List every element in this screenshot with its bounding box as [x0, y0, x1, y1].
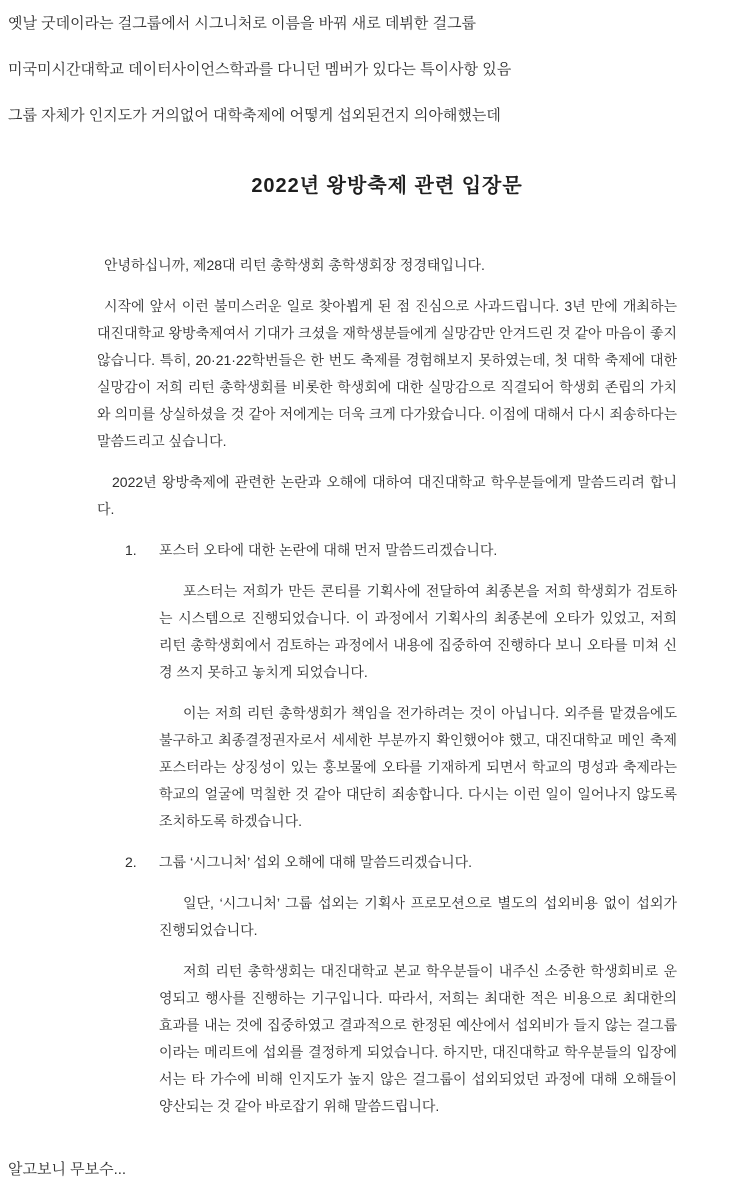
greeting-paragraph: 안녕하십니까, 제28대 리턴 총학생회 총학생회장 정경태입니다.	[104, 257, 485, 273]
top-comment-line-1: 옛날 굿데이라는 걸그룹에서 시그니처로 이름을 바꿔 새로 데뷔한 걸그룹	[8, 15, 477, 32]
top-comment-line-3: 그룹 자체가 인지도가 거의없어 대학축제에 어떻게 섭외된건지 의아해했는데	[8, 107, 501, 124]
document-title: 2022년 왕방축제 관련 입장문	[251, 175, 523, 197]
list-item-2-number: 2.	[125, 854, 137, 870]
list-item-2-heading: 그룹 ‘시그니처’ 섭외 오해에 대해 말씀드리겠습니다.	[159, 854, 473, 870]
list-item-1	[97, 537, 677, 835]
bottom-comment-line: 알고보니 무보수...	[8, 1161, 127, 1178]
list-item-1-paragraph-1: 포스터는 저희가 만든 콘티를 기획사에 전달하여 최종본을 저희 학생회가 검토하는 시스템으로 진행되었습니다. 이 과정에서 기획사의 최종본에 오타가 있었고, 저희 리턴 총학생회에서 검토하는 과정에서 내용에 집중하여 진행하다 보니 오타를 미쳐 신경 쓰지 못하고 놓치게 되었습니다.	[159, 583, 677, 680]
list-item-2-paragraph-1: 일단, ‘시그니처’ 그룹 섭외는 기획사 프로모션으로 별도의 섭외비용 없이 섭외가 진행되었습니다.	[159, 895, 677, 938]
intro-paragraph: 2022년 왕방축제에 관련한 논란과 오해에 대하여 대진대학교 학우분들에게 말씀드리려 합니다.	[97, 474, 677, 517]
top-comments	[0, 0, 756, 125]
list-item-1-number: 1.	[125, 542, 137, 558]
list-item-1-paragraph-2: 이는 저희 리턴 총학생회가 책임을 전가하려는 것이 아닙니다. 외주를 맡겼음에도 불구하고 최종결정권자로서 세세한 부분까지 확인했어야 했고, 대진대학교 메인 축제 포스터라는 상징성이 있는 홍보물에 오타를 기재하게 되면서 학교의 명성과 축제라는 학교의 얼굴에 먹칠한 것 같아 대단히 죄송합니다. 다시는 이런 일이 일어나지 않도록 조치하도록 하겠습니다.	[159, 705, 677, 829]
list-item-2	[97, 849, 677, 1120]
statement-document-image	[97, 169, 677, 1120]
list-item-1-heading: 포스터 오타에 대한 논란에 대해 먼저 말씀드리겠습니다.	[159, 542, 498, 558]
apology-paragraph: 시작에 앞서 이런 불미스러운 일로 찾아뵙게 된 점 진심으로 사과드립니다. 3년 만에 개최하는 대진대학교 왕방축제여서 기대가 크셨을 재학생분들에게 실망감만 안겨드린 것 같아 마음이 좋지 않습니다. 특히, 20·21·22학번들은 한 번도 축제를 경험해보지 못하였는데, 첫 대학 축제에 대한 실망감이 저희 리턴 총학생회를 비롯한 학생회에 대한 실망감으로 직결되어 학생회 존립의 가치와 의미를 상실하셨을 것 같아 저에게는 더욱 크게 다가왔습니다. 이점에 대해서 다시 죄송하다는 말씀드리고 싶습니다.	[97, 298, 677, 449]
list-item-2-paragraph-2: 저희 리턴 총학생회는 대진대학교 본교 학우분들이 내주신 소중한 학생회비로 운영되고 행사를 진행하는 기구입니다. 따라서, 저희는 최대한 적은 비용으로 최대한의 효과를 내는 것에 집중하였고 결과적으로 한정된 예산에서 섭외비가 들지 않는 걸그룹이라는 메리트에 섭외를 결정하게 되었습니다. 하지만, 대진대학교 학우분들의 입장에서는 타 가수에 비해 인지도가 높지 않은 걸그룹이 섭외되었던 과정에 대해 오해들이 양산되는 것 같아 바로잡기 위해 말씀드립니다.	[159, 963, 677, 1114]
top-comment-line-2: 미국미시간대학교 데이터사이언스학과를 다니던 멤버가 있다는 특이사항 있음	[8, 61, 512, 78]
